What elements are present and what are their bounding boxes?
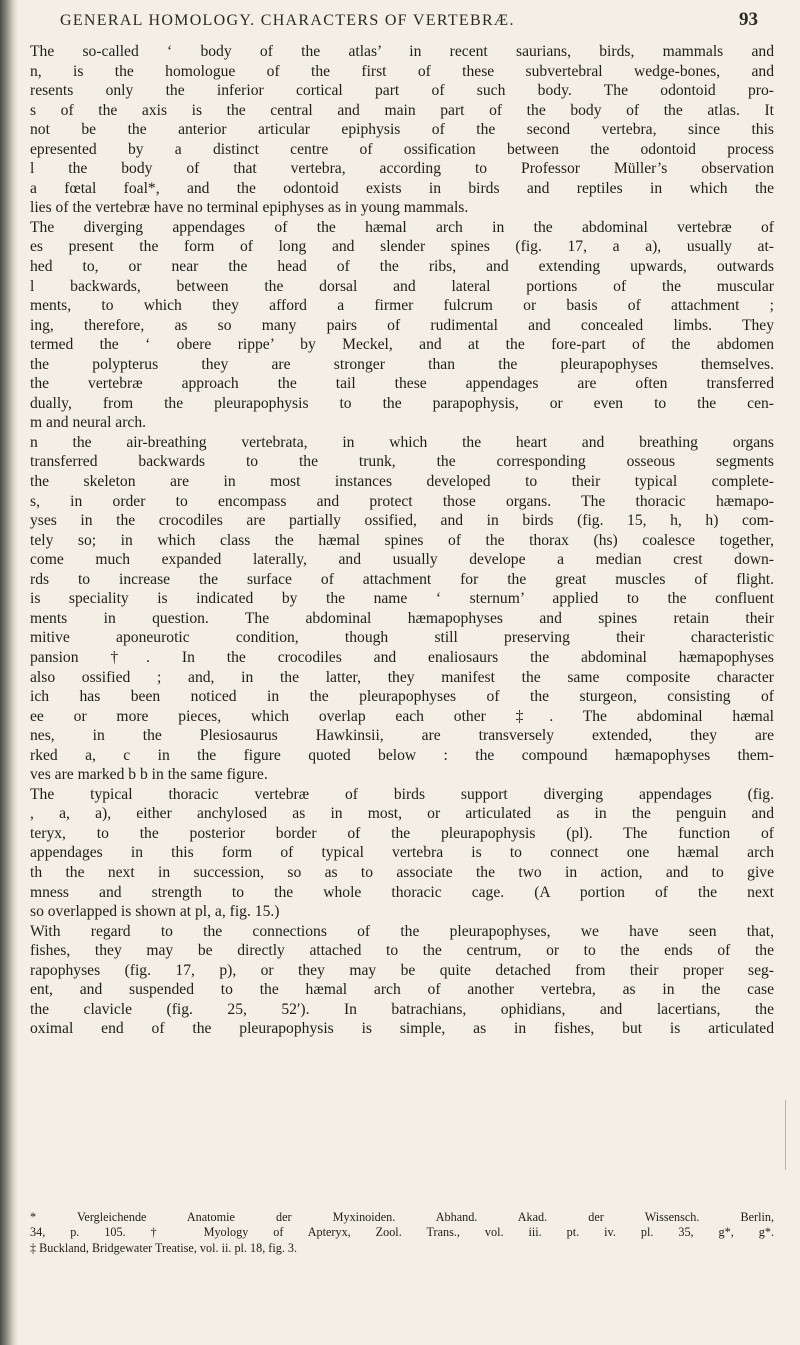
text-line: the clavicle (fig. 25, 52′). In batrachians, ophidians, and lacertians, the (30, 1000, 774, 1018)
text-line: s, in order to encompass and protect those organs. The thoracic hæmapo- (30, 492, 774, 510)
page-header (60, 6, 758, 36)
text-line: epresented by a distinct centre of ossification between the odontoid process (30, 140, 774, 158)
text-line: rapophyses (fig. 17, p), or they may be quite detached from their proper seg- (30, 961, 774, 979)
margin-mark (785, 1100, 786, 1170)
footnote-line: ‡ Buckland, Bridgewater Treatise, vol. ii. pl. 18, fig. 3. (30, 1240, 298, 1255)
text-line: mness and strength to the whole thoracic cage. (A portion of the next (30, 883, 774, 901)
text-line: transferred backwards to the trunk, the corresponding osseous segments (30, 453, 774, 471)
running-head: GENERAL HOMOLOGY. CHARACTERS OF VERTEBRÆ. (60, 12, 515, 29)
text-line: the polypterus they are stronger than the pleurapophyses themselves. (30, 355, 774, 373)
text-line: nes, in the Plesiosaurus Hawkinsii, are transversely extended, they are (30, 727, 774, 745)
text-line: the vertebræ approach the tail these appendages are often transferred (30, 375, 774, 393)
text-line: resents only the inferior cortical part of such body. The odontoid pro- (30, 82, 774, 100)
text-line: ing, therefore, as so many pairs of rudimental and concealed limbs. They (30, 316, 774, 334)
text-line: fishes, they may be directly attached to the centrum, or to the ends of the (30, 942, 774, 960)
text-line: l backwards, between the dorsal and lateral portions of the muscular (30, 277, 774, 295)
footnote-line: 34, p. 105. † Myology of Apteryx, Zool. Trans., vol. iii. pt. iv. pl. 35, g*, g*. (30, 1225, 774, 1240)
text-line: tely so; in which class the hæmal spines of the thorax (hs) coalesce together, (30, 531, 774, 549)
text-line: teryx, to the posterior border of the pleurapophysis (pl). The function of (30, 824, 774, 842)
text-line: pansion †. In the crocodiles and enaliosaurs the abdominal hæmapophyses (30, 648, 774, 666)
text-line: s of the axis is the central and main part of the body of the atlas. It (30, 101, 774, 119)
footnote-line: * Vergleichende Anatomie der Myxinoiden. Abhand. Akad. der Wissensch. Berlin, (30, 1210, 774, 1224)
text-line: come much expanded laterally, and usually develope a median crest down- (30, 551, 774, 569)
text-line: dually, from the pleurapophysis to the parapophysis, or even to the cen- (30, 394, 774, 412)
text-line: is speciality is indicated by the name ‘ sternum’ applied to the confluent (30, 590, 774, 608)
text-line: a fœtal foal*, and the odontoid exists in birds and reptiles in which the (30, 179, 774, 197)
text-line: termed the ‘ obere rippe’ by Meckel, and at the fore-part of the abdomen (30, 336, 774, 354)
text-line: mitive aponeurotic condition, though still preserving their characteristic (30, 629, 774, 647)
text-line: ments, to which they afford a firmer fulcrum or basis of attachment ; (30, 297, 774, 315)
text-line: also ossified ; and, in the latter, they manifest the same composite character (30, 668, 774, 686)
page-number: 93 (739, 9, 758, 30)
text-line: rds to increase the surface of attachment for the great muscles of flight. (30, 570, 774, 588)
text-line: , a, a), either anchylosed as in most, or articulated as in the penguin and (30, 805, 774, 823)
text-line: m and neural arch. (30, 414, 147, 432)
text-line: The diverging appendages of the hæmal arch in the abdominal vertebræ of (30, 218, 774, 236)
text-line: lies of the vertebræ have no terminal epiphyses as in young mammals. (30, 199, 469, 217)
text-line: n the air-breathing vertebrata, in which the heart and breathing organs (30, 433, 774, 451)
text-line: With regard to the connections of the pleurapophyses, we have seen that, (30, 922, 774, 940)
text-line: so overlapped is shown at pl, a, fig. 15.) (30, 903, 280, 921)
body-text (30, 42, 774, 1039)
text-line: oximal end of the pleurapophysis is simple, as in fishes, but is articulated (30, 1020, 774, 1038)
text-line: not be the anterior articular epiphysis of the second vertebra, since this (30, 121, 774, 139)
text-line: rked a, c in the figure quoted below : the compound hæmapophyses them- (30, 746, 774, 764)
text-line: The typical thoracic vertebræ of birds support diverging appendages (fig. (30, 785, 774, 803)
footnotes (30, 1210, 774, 1256)
text-line: l the body of that vertebra, according to Professor Müller’s observation (30, 160, 774, 178)
text-line: yses in the crocodiles are partially ossified, and in birds (fig. 15, h, h) com- (30, 512, 774, 530)
text-line: th the next in succession, so as to associate the two in action, and to give (30, 863, 774, 881)
text-line: appendages in this form of typical vertebra is to connect one hæmal arch (30, 844, 774, 862)
text-line: the skeleton are in most instances developed to their typical complete- (30, 473, 774, 491)
text-line: ves are marked b b in the same figure. (30, 766, 268, 784)
binding-gutter-shadow (0, 0, 18, 1345)
text-line: hed to, or near the head of the ribs, and extending upwards, outwards (30, 258, 774, 276)
text-line: es present the form of long and slender spines (fig. 17, a a), usually at- (30, 238, 774, 256)
text-line: ent, and suspended to the hæmal arch of another vertebra, as in the case (30, 981, 774, 999)
text-line: ee or more pieces, which overlap each other ‡. The abdominal hæmal (30, 707, 774, 725)
text-line: The so-called ‘ body of the atlas’ in recent saurians, birds, mammals and (30, 43, 774, 60)
text-line: n, is the homologue of the first of these subvertebral wedge-bones, and (30, 62, 774, 80)
text-line: ments in question. The abdominal hæmapophyses and spines retain their (30, 609, 774, 627)
text-line: ich has been noticed in the pleurapophyses of the sturgeon, consisting of (30, 688, 774, 706)
